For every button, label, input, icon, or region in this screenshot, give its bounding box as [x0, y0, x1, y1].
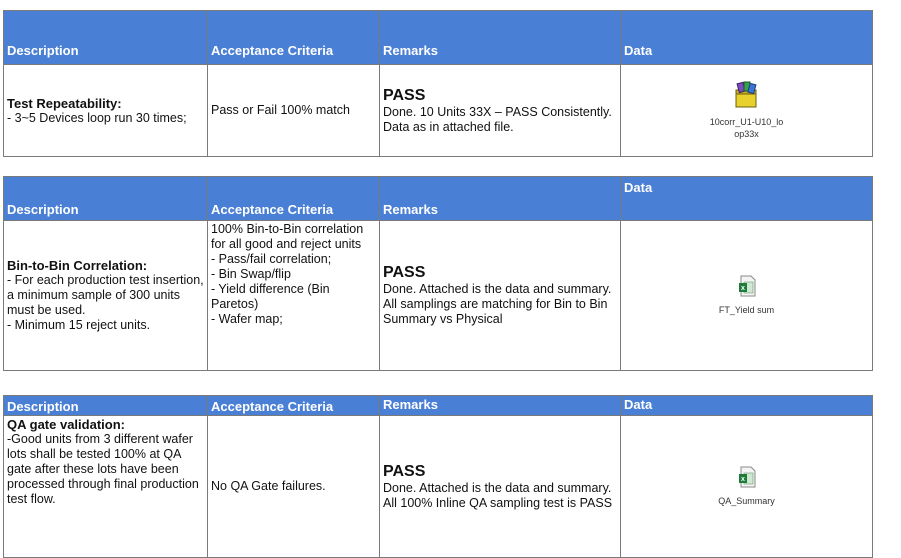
criteria-text: Pass or Fail 100% match	[211, 103, 350, 117]
acceptance-criteria-cell	[208, 221, 380, 371]
pass-status: PASS	[383, 86, 426, 104]
criteria-text: - Pass/fail correlation;	[211, 252, 332, 266]
description-header: Description	[4, 396, 208, 416]
criteria-text: - Yield difference (Bin Paretos)	[211, 282, 330, 311]
data-cell	[621, 221, 873, 371]
file-name-line: op33x	[734, 129, 759, 139]
description-cell	[4, 221, 208, 371]
description-title: QA gate validation:	[7, 417, 125, 432]
acceptance-criteria-header: Acceptance Criteria	[208, 177, 380, 221]
criteria-text: 100% Bin-to-Bin correlation for all good and reject units	[211, 222, 364, 251]
acceptance-criteria-cell	[208, 65, 380, 157]
bin-to-bin-correlation-table	[3, 176, 873, 371]
acceptance-criteria-header: Acceptance Criteria	[208, 396, 380, 416]
remarks-cell	[380, 416, 621, 558]
criteria-text: - Wafer map;	[211, 312, 283, 326]
acceptance-criteria-header: Acceptance Criteria	[208, 11, 380, 65]
svg-text:x: x	[740, 476, 745, 483]
remarks-header: Remarks	[380, 11, 621, 65]
test-repeatability-table	[3, 10, 873, 157]
qa-gate-validation-table	[3, 395, 873, 558]
data-header: Data	[621, 11, 873, 65]
data-cell	[621, 65, 873, 157]
description-text: - For each production test insertion, a minimum sample of 300 units must be used.	[7, 273, 204, 317]
data-header: Data	[621, 396, 873, 416]
remarks-header: Remarks	[380, 177, 621, 221]
file-name-line: 10corr_U1-U10_lo	[709, 117, 784, 127]
criteria-text: No QA Gate failures.	[211, 479, 326, 493]
data-cell	[621, 416, 873, 558]
remarks-cell	[380, 65, 621, 157]
remarks-header: Remarks	[380, 396, 621, 416]
pass-status: PASS	[383, 462, 426, 480]
description-title: Test Repeatability:	[7, 95, 122, 111]
svg-text:x: x	[740, 285, 745, 292]
description-header: Description	[4, 177, 208, 221]
remarks-text: Done. Attached is the data and summary. All samplings are matching for Bin to Bin Summary vs Physical	[383, 282, 612, 326]
winzip-archive-icon	[734, 81, 760, 113]
description-text: - 3~5 Devices loop run 30 times;	[7, 110, 187, 125]
file-name-line: QA_Summary	[718, 496, 775, 506]
attached-file[interactable]	[624, 466, 869, 507]
pass-status: PASS	[383, 264, 426, 281]
description-text: - Minimum 15 reject units.	[7, 318, 151, 332]
file-name-line: FT_Yield sum	[718, 305, 775, 315]
attached-file[interactable]	[624, 275, 869, 316]
excel-file-icon	[738, 466, 756, 492]
description-title: Bin-to-Bin Correlation:	[7, 258, 148, 273]
remarks-text: Done. Attached is the data and summary. All 100% Inline QA sampling test is PASS	[383, 480, 613, 510]
description-header: Description	[4, 11, 208, 65]
excel-file-icon	[738, 275, 756, 301]
description-text: -Good units from 3 different wafer lots shall be tested 100% at QA gate after these lots have been processed through final production test flow.	[7, 432, 199, 506]
data-header: Data	[621, 177, 873, 221]
description-cell	[4, 416, 208, 558]
remarks-cell	[380, 221, 621, 371]
attached-file[interactable]	[624, 81, 869, 140]
acceptance-criteria-cell	[208, 416, 380, 558]
criteria-text: - Bin Swap/flip	[211, 267, 291, 281]
description-cell	[4, 65, 208, 157]
remarks-text: Done. 10 Units 33X – PASS Consistently. Data as in attached file.	[383, 104, 612, 134]
